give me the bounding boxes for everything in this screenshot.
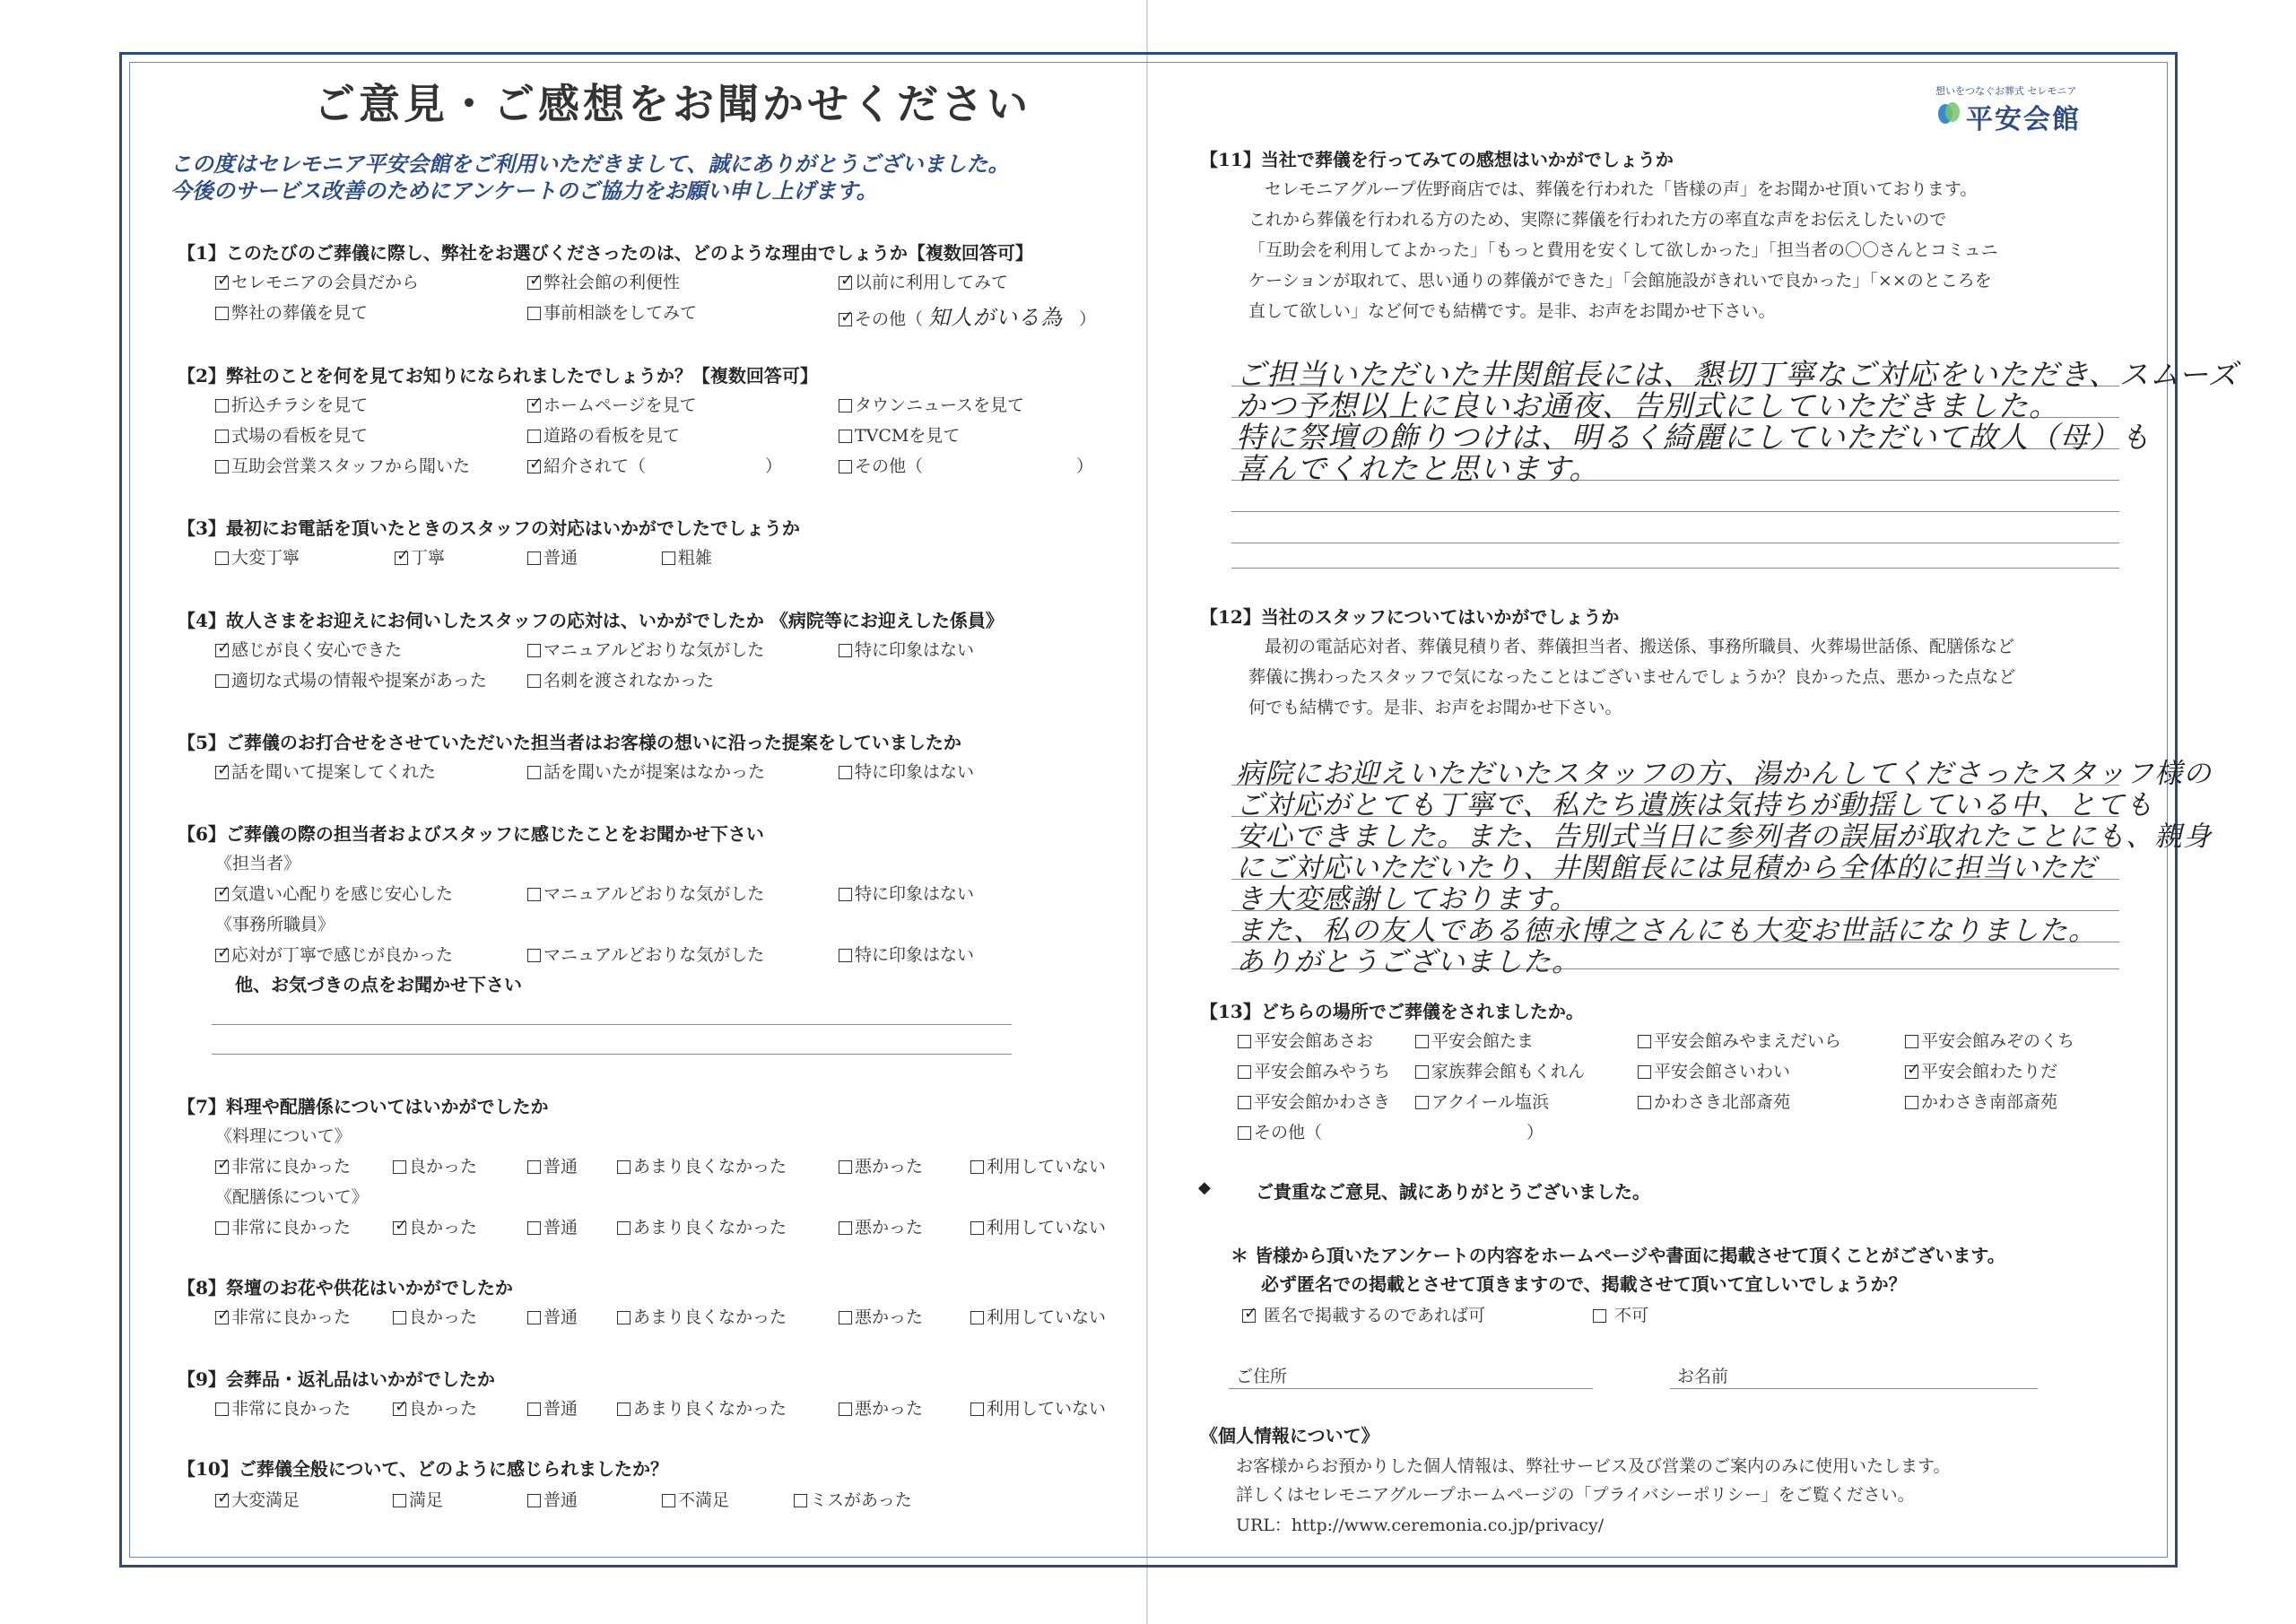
checkbox[interactable] <box>527 888 541 901</box>
checkbox-checked[interactable] <box>215 1311 229 1324</box>
checkbox[interactable] <box>1905 1035 1918 1048</box>
checkbox[interactable] <box>1638 1096 1651 1109</box>
q11-body-4: ケーションが取れて、思い通りの葬儀ができた」「会館施設がきれいで良かった」「××のところを <box>1248 271 1992 291</box>
checkbox[interactable] <box>662 551 675 565</box>
q11-handwriting-1: ご担当いただいた井関館長には、懇切丁寧なご対応をいただき、スムーズ <box>1236 357 2239 392</box>
q7-food-normal[interactable]: 普通 <box>527 1153 578 1177</box>
q13-kawasaki[interactable]: 平安会館かわさき <box>1238 1089 1390 1113</box>
q11-body-1: セレモニアグループ佐野商店では、葬儀を行われた「皆様の声」をお聞かせ頂いております。 <box>1265 179 1978 199</box>
checkbox[interactable] <box>1638 1065 1651 1079</box>
checkbox[interactable] <box>527 430 541 443</box>
checkbox[interactable] <box>970 1311 984 1324</box>
checkbox[interactable] <box>970 1160 984 1174</box>
logo-tagline: 想いをつなぐお葬式 セレモニア <box>1935 85 2077 97</box>
q8-bad[interactable]: 悪かった <box>839 1304 923 1328</box>
q7-server-very-good[interactable]: 非常に良かった <box>215 1214 351 1238</box>
checkbox[interactable] <box>527 1494 541 1507</box>
checkbox[interactable] <box>215 430 229 443</box>
q2-opt-road-sign[interactable]: 道路の看板を見て <box>527 422 680 447</box>
checkbox-checked[interactable] <box>839 313 852 326</box>
checkbox[interactable] <box>527 1160 541 1174</box>
checkbox[interactable] <box>1238 1035 1251 1048</box>
closing-note-2: 必ず匿名での掲載とさせて頂きますので、掲載させて頂いて宜しいでしょうか？ <box>1261 1273 1907 1295</box>
checkbox-checked[interactable] <box>395 551 408 565</box>
q12-handwriting-2: ご対応がとても丁寧で、私たち遺族は気持ちが動揺している中、とても <box>1236 789 2154 821</box>
checkbox[interactable] <box>839 1221 852 1235</box>
q8-normal[interactable]: 普通 <box>527 1304 578 1328</box>
q12-label: 【12】当社のスタッフについてはいかがでしょうか <box>1200 606 1620 628</box>
q1-opt-saw-funeral[interactable]: 弊社の葬儀を見て <box>215 300 368 324</box>
q2-opt-referral[interactable]: ✓ 紹介されて（ ） <box>527 453 782 477</box>
q7-server-good[interactable]: ✓ 良かった <box>393 1214 477 1238</box>
q2-opt-flyer[interactable]: 折込チラシを見て <box>215 392 368 416</box>
q6-opt-office-manual[interactable]: マニュアルどおりな気がした <box>527 942 764 966</box>
q4-opt-reassured[interactable]: ✓感じが良く安心できた <box>215 637 402 661</box>
checkbox-checked[interactable] <box>527 460 541 473</box>
q6-opt-office-polite[interactable]: ✓応対が丁寧で感じが良かった <box>215 942 453 966</box>
q1-opt-other[interactable]: ✓ その他（ 知人がいる為 ） <box>839 300 1096 331</box>
checkbox[interactable] <box>527 1221 541 1235</box>
checkbox[interactable] <box>839 949 852 962</box>
q11-label: 【11】当社で葬儀を行ってみての感想はいかがでしょうか <box>1200 149 1674 170</box>
checkbox[interactable] <box>662 1494 675 1507</box>
privacy-url-link[interactable]: URL：http://www.ceremonia.co.jp/privacy/ <box>1236 1515 1605 1535</box>
q9-normal[interactable]: 普通 <box>527 1395 578 1420</box>
q3-opt-normal[interactable]: 普通 <box>527 544 578 569</box>
address-field[interactable] <box>1229 1388 1593 1389</box>
q5-opt-no-proposal[interactable]: 話を聞いたが提案はなかった <box>527 759 765 783</box>
q6-label: 【6】ご葬儀の際の担当者およびスタッフに感じたことをお聞かせ下さい <box>178 823 764 845</box>
checkbox[interactable] <box>215 460 229 473</box>
q13-accueil-shiohama[interactable]: アクイール塩浜 <box>1415 1089 1549 1113</box>
q13-wataida[interactable]: ✓ 平安会館わたりだ <box>1905 1058 2057 1082</box>
checkbox[interactable] <box>527 551 541 565</box>
checkbox-checked[interactable] <box>215 644 229 657</box>
q2-label: 【2】弊社のことを何を見てお知りになられましたでしょうか？【複数回答可】 <box>178 365 818 386</box>
q11-handwriting-2: かつ予想以上に良いお通夜、告別式にしていただきました。 <box>1236 388 2059 423</box>
checkbox-checked[interactable] <box>215 766 229 779</box>
name-field[interactable] <box>1670 1388 2038 1389</box>
q10-normal[interactable]: 普通 <box>527 1487 578 1511</box>
checkbox[interactable] <box>215 307 229 320</box>
q10-unsatisfied[interactable]: 不満足 <box>662 1487 729 1511</box>
q6-other-label: 他、お気づきの点をお聞かせ下さい <box>235 974 522 995</box>
q13-miyauchi[interactable]: 平安会館みやうち <box>1238 1058 1390 1082</box>
q12-body-1: 最初の電話応対者、葬儀見積り者、葬儀担当者、搬送係、事務所職員、火葬場世話係、配膳係など <box>1265 637 2015 656</box>
checkbox[interactable] <box>617 1221 631 1235</box>
q2-opt-sales-staff[interactable]: 互助会営業スタッフから聞いた <box>215 453 470 477</box>
q3-opt-rough[interactable]: 粗雑 <box>662 544 712 569</box>
checkbox[interactable] <box>1415 1065 1429 1079</box>
q7-sub-food: 《料理について》 <box>215 1126 352 1146</box>
checkbox[interactable] <box>839 430 852 443</box>
q2-opt-homepage[interactable]: ✓ ホームページを見て <box>527 392 697 416</box>
consent-no[interactable]: 不可 <box>1593 1302 1648 1326</box>
q10-satisfied[interactable]: 満足 <box>393 1487 443 1511</box>
closing-thanks: ご貴重なご意見、誠にありがとうございました。 <box>1256 1181 1650 1203</box>
checkbox[interactable] <box>839 1311 852 1324</box>
q12-handwriting-3: 安心できました。また、告別式当日に参列者の誤届が取れたことにも、親身 <box>1236 821 2212 853</box>
q4-opt-venue-info[interactable]: 適切な式場の情報や提案があった <box>215 667 487 691</box>
checkbox-checked[interactable] <box>839 276 852 290</box>
privacy-title: 《個人情報について》 <box>1200 1425 1379 1446</box>
page-title: ご意見・ご感想をお聞かせください <box>314 80 1031 128</box>
q11-line-7 <box>1231 568 2119 569</box>
diamond-bullet-icon: ◆ <box>1198 1178 1211 1197</box>
q9-not-good[interactable]: あまり良くなかった <box>617 1395 787 1420</box>
q6-opt-no-impression[interactable]: 特に印象はない <box>839 881 974 905</box>
checkbox-checked[interactable] <box>215 888 229 901</box>
checkbox[interactable] <box>839 1160 852 1174</box>
checkbox[interactable] <box>1238 1126 1251 1140</box>
q7-food-good[interactable]: 良かった <box>393 1153 477 1177</box>
q3-opt-polite[interactable]: ✓ 丁寧 <box>395 544 445 569</box>
checkbox[interactable] <box>839 766 852 779</box>
q7-food-not-good[interactable]: あまり良くなかった <box>617 1153 787 1177</box>
q6-answer-line-2[interactable] <box>212 1054 1012 1055</box>
checkbox[interactable] <box>215 399 229 413</box>
q2-opt-other[interactable]: その他（ ） <box>839 453 1093 477</box>
q13-tama[interactable]: 平安会館たま <box>1415 1028 1534 1052</box>
checkbox[interactable] <box>617 1311 631 1324</box>
checkbox[interactable] <box>527 307 541 320</box>
q13-asao[interactable]: 平安会館あさお <box>1238 1028 1373 1052</box>
checkbox[interactable] <box>215 1403 229 1416</box>
consent-yes[interactable]: ✓ 匿名で掲載するのであれば可 <box>1242 1302 1485 1326</box>
q12-handwriting-7: ありがとうございました。 <box>1236 946 1580 978</box>
checkbox[interactable] <box>215 1221 229 1235</box>
q13-other[interactable]: その他（ ） <box>1238 1119 1544 1143</box>
checkbox[interactable] <box>617 1403 631 1416</box>
q8-good[interactable]: 良かった <box>393 1304 477 1328</box>
checkbox[interactable] <box>1415 1096 1429 1109</box>
q7-food-very-good[interactable]: ✓非常に良かった <box>215 1153 351 1177</box>
privacy-line-1: お客様からお預かりした個人情報は、弊社サービス及び営業のご案内のみに使用いたします。 <box>1236 1456 1951 1476</box>
checkbox[interactable] <box>1415 1035 1429 1048</box>
q4-label: 【4】故人さまをお迎えにお伺いしたスタッフの応対は、いかがでしたか 《病院等にお迎えした係員》 <box>178 610 1004 631</box>
q7-server-not-used[interactable]: 利用していない <box>970 1214 1106 1238</box>
checkbox[interactable] <box>1638 1035 1651 1048</box>
checkbox[interactable] <box>970 1403 984 1416</box>
checkbox-checked[interactable] <box>393 1403 406 1416</box>
q1-opt-previous[interactable]: ✓ 以前に利用してみて <box>839 269 1008 293</box>
q13-mokuren[interactable]: 家族葬会館もくれん <box>1415 1058 1585 1082</box>
q7-food-bad[interactable]: 悪かった <box>839 1153 923 1177</box>
q12-handwriting-5: き大変感謝しております。 <box>1236 883 1578 916</box>
checkbox[interactable] <box>393 1311 406 1324</box>
checkbox[interactable] <box>393 1160 406 1174</box>
q1-opt-member[interactable]: ✓セレモニアの会員だから <box>215 269 419 293</box>
q11-handwriting-3: 特に祭壇の飾りつけは、明るく綺麗にしていただいて故人（母）も <box>1236 420 2151 455</box>
checkbox[interactable] <box>839 399 852 413</box>
checkbox[interactable] <box>1905 1096 1918 1109</box>
checkbox[interactable] <box>839 1403 852 1416</box>
closing-note-1: ＊ 皆様から頂いたアンケートの内容をホームページや書面に掲載させて頂くことがございます。 <box>1231 1245 2005 1266</box>
q2-opt-townnews[interactable]: タウンニュースを見て <box>839 392 1024 416</box>
q6-opt-manual[interactable]: マニュアルどおりな気がした <box>527 881 764 905</box>
checkbox[interactable] <box>1238 1065 1251 1079</box>
checkbox[interactable] <box>527 766 541 779</box>
q13-hokubu-saien[interactable]: かわさき北部斎苑 <box>1638 1089 1790 1113</box>
checkbox[interactable] <box>970 1221 984 1235</box>
q12-handwriting-6: また、私の友人である徳永博之さんにも大変お世話になりました。 <box>1236 915 2097 947</box>
q11-line-5 <box>1231 511 2119 512</box>
q5-opt-listened[interactable]: ✓話を聞いて提案してくれた <box>215 759 436 783</box>
checkbox[interactable] <box>215 551 229 565</box>
checkbox[interactable] <box>527 949 541 962</box>
logo-name: 平安会館 <box>1966 104 2081 135</box>
q6-sub-staff: 《担当者》 <box>215 854 301 873</box>
logo-mark-icon <box>1935 99 1962 126</box>
q7-server-not-good[interactable]: あまり良くなかった <box>617 1214 787 1238</box>
checkbox-checked[interactable] <box>1905 1065 1918 1079</box>
checkbox[interactable] <box>527 1311 541 1324</box>
q11-body-3: 「互助会を利用してよかった」「もっと費用を安くして欲しかった」「担当者の〇〇さんとコミュニ <box>1248 240 1998 260</box>
checkbox-checked[interactable] <box>1242 1309 1256 1323</box>
q4-opt-no-card[interactable]: 名刺を渡されなかった <box>527 667 714 691</box>
checkbox[interactable] <box>617 1160 631 1174</box>
q8-not-good[interactable]: あまり良くなかった <box>617 1304 787 1328</box>
checkbox[interactable] <box>839 644 852 657</box>
q12-handwriting-1: 病院にお迎えいただいたスタッフの方、湯かんしてくださったスタッフ様の <box>1236 758 2212 790</box>
q6-answer-line-1[interactable] <box>212 1024 1012 1025</box>
q3-label: 【3】最初にお電話を頂いたときのスタッフの対応はいかがでしたでしょうか <box>178 517 800 539</box>
q5-opt-no-impression[interactable]: 特に印象はない <box>839 759 974 783</box>
q13-mizonokuchi[interactable]: 平安会館みぞのくち <box>1905 1028 2074 1052</box>
q7-server-bad[interactable]: 悪かった <box>839 1214 923 1238</box>
q2-opt-hall-sign[interactable]: 式場の看板を見て <box>215 422 368 447</box>
q10-label: 【10】ご葬儀全般について、どのように感じられましたか？ <box>178 1458 669 1480</box>
q7-sub-server: 《配膳係について》 <box>215 1187 369 1207</box>
q8-label: 【8】祭壇のお花や供花はいかがでしたか <box>178 1277 513 1298</box>
q7-label: 【7】料理や配膳係についてはいかがでしたか <box>178 1096 549 1117</box>
q13-saiwai[interactable]: 平安会館さいわい <box>1638 1058 1790 1082</box>
checkbox[interactable] <box>1238 1096 1251 1109</box>
checkbox[interactable] <box>527 1403 541 1416</box>
q4-opt-no-impression[interactable]: 特に印象はない <box>839 637 974 661</box>
q1-label: 【1】このたびのご葬儀に際し、弊社をお選びくださったのは、どのような理由でしょうか【複数回答可】 <box>178 242 1033 264</box>
q13-miyamaedaira[interactable]: 平安会館みやまえだいら <box>1638 1028 1841 1052</box>
q9-label: 【9】会葬品・返礼品はいかがでしたか <box>178 1368 495 1390</box>
q1-opt-consult[interactable]: 事前相談をしてみて <box>527 300 697 324</box>
q6-opt-considerate[interactable]: ✓気遣い心配りを感じ安心した <box>215 881 453 905</box>
checkbox-checked[interactable] <box>393 1221 406 1235</box>
checkbox-checked[interactable] <box>527 399 541 413</box>
q7-server-normal[interactable]: 普通 <box>527 1214 578 1238</box>
q12-body-3: 何でも結構です。是非、お声をお聞かせ下さい。 <box>1248 698 1622 717</box>
checkbox-checked[interactable] <box>215 1160 229 1174</box>
checkbox[interactable] <box>1593 1309 1606 1323</box>
checkbox-checked[interactable] <box>527 276 541 290</box>
q7-food-not-used[interactable]: 利用していない <box>970 1153 1106 1177</box>
intro-line-2: 今後のサービス改善のためにアンケートのご協力をお願い申し上げます。 <box>170 178 878 204</box>
checkbox[interactable] <box>794 1494 807 1507</box>
q9-bad[interactable]: 悪かった <box>839 1395 923 1420</box>
q4-opt-manual[interactable]: マニュアルどおりな気がした <box>527 637 764 661</box>
q11-body-2: これから葬儀を行われる方のため、実際に葬儀を行われた方の率直な声をお伝えしたいので <box>1248 210 1947 230</box>
q9-not-used[interactable]: 利用していない <box>970 1395 1106 1420</box>
q8-very-good[interactable]: ✓非常に良かった <box>215 1304 351 1328</box>
q10-mistake[interactable]: ミスがあった <box>794 1487 912 1511</box>
q10-very-satisfied[interactable]: ✓大変満足 <box>215 1487 300 1511</box>
address-label: ご住所 <box>1236 1367 1288 1386</box>
q2-opt-tvcm[interactable]: TVCMを見て <box>839 422 960 447</box>
checkbox-checked[interactable] <box>215 1494 229 1507</box>
intro-line-1: この度はセレモニア平安会館をご利用いただきまして、誠にありがとうございました。 <box>170 151 1010 177</box>
checkbox[interactable] <box>839 888 852 901</box>
q5-label: 【5】ご葬儀のお打合せをさせていただいた担当者はお客様の想いに沿った提案をしていましたか <box>178 732 961 753</box>
q12-handwriting-4: にご対応いただいたり、井関館長には見積から全体的に担当いただ <box>1236 852 2097 884</box>
q6-sub-office: 《事務所職員》 <box>215 915 335 934</box>
q9-very-good[interactable]: 非常に良かった <box>215 1395 351 1420</box>
q8-not-used[interactable]: 利用していない <box>970 1304 1106 1328</box>
checkbox[interactable] <box>215 674 229 688</box>
checkbox[interactable] <box>839 460 852 473</box>
q1-opt-convenience[interactable]: ✓ 弊社会館の利便性 <box>527 269 680 293</box>
checkbox-checked[interactable] <box>215 276 229 290</box>
q9-good[interactable]: ✓ 良かった <box>393 1395 477 1420</box>
checkbox[interactable] <box>393 1494 406 1507</box>
q12-body-2: 葬儀に携わったスタッフで気になったことはございませんでしょうか？良かった点、悪かった点など <box>1248 667 2016 687</box>
checkbox[interactable] <box>527 644 541 657</box>
q6-opt-office-no-impression[interactable]: 特に印象はない <box>839 942 974 966</box>
checkbox-checked[interactable] <box>215 949 229 962</box>
q3-opt-very-polite[interactable]: 大変丁寧 <box>215 544 300 569</box>
checkbox[interactable] <box>527 674 541 688</box>
q1-other-handwriting: 知人がいる為 <box>928 305 1064 330</box>
q11-body-5: 直して欲しい」など何でも結構です。是非、お声をお聞かせ下さい。 <box>1248 301 1776 321</box>
q13-label: 【13】どちらの場所でご葬儀をされましたか。 <box>1200 1001 1584 1022</box>
q11-handwriting-4: 喜んでくれたと思います。 <box>1236 451 1600 486</box>
q13-nanbu-saien[interactable]: かわさき南部斎苑 <box>1905 1089 2057 1113</box>
privacy-line-2: 詳しくはセレモニアグループホームページの「プライバシーポリシー」をご覧ください。 <box>1236 1485 1915 1505</box>
name-label: お名前 <box>1677 1367 1729 1386</box>
